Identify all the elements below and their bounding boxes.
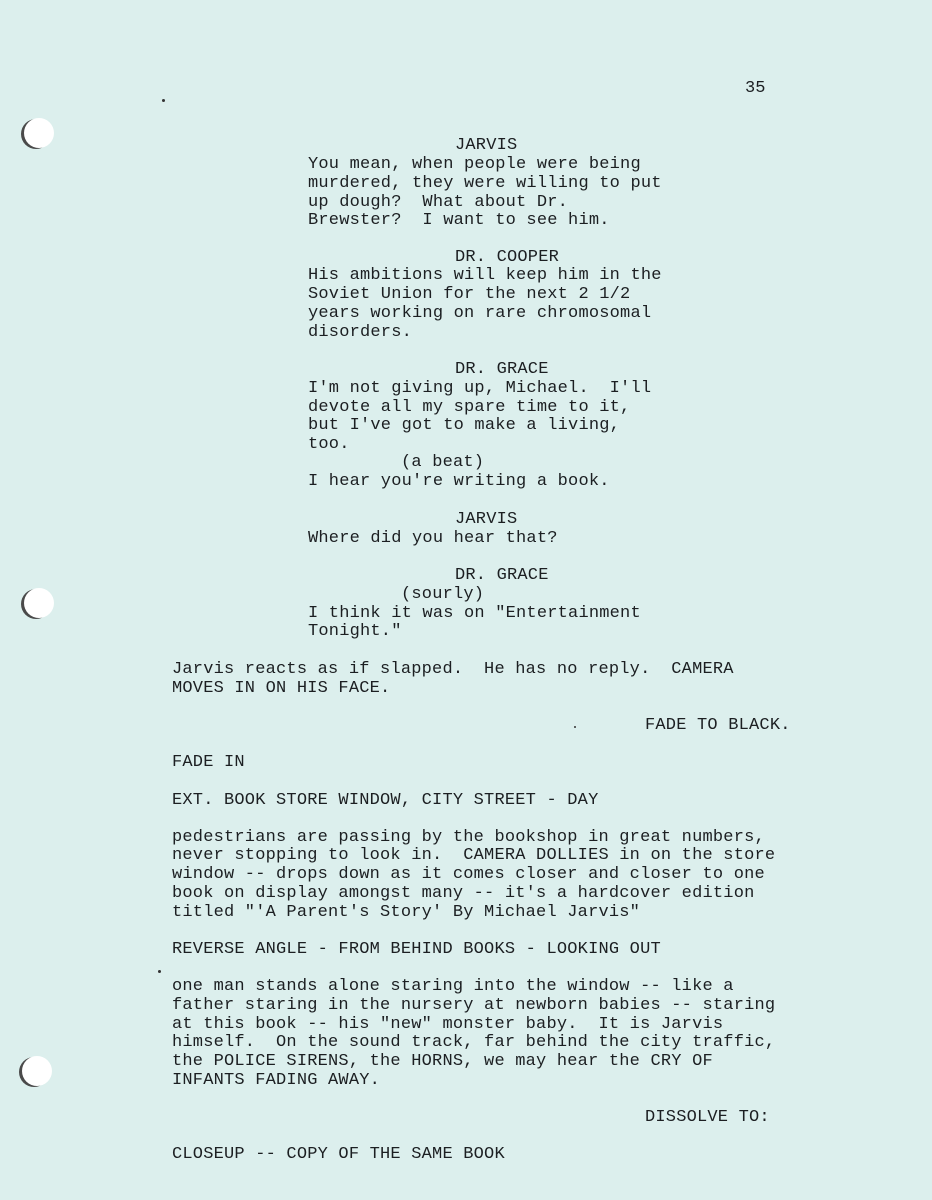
- action-line: at this book -- his "new" monster baby. It is Jarvis: [172, 1015, 724, 1034]
- punch-hole-bottom: [22, 1056, 52, 1086]
- dialogue-line: disorders.: [308, 323, 413, 342]
- dialogue-line: murdered, they were willing to put: [308, 174, 662, 193]
- action-line: himself. On the sound track, far behind the city traffic,: [172, 1033, 776, 1052]
- action-line: the POLICE SIRENS, the HORNS, we may hear the CRY OF: [172, 1052, 713, 1071]
- transition: FADE TO BLACK.: [645, 716, 791, 735]
- parenthetical: (sourly): [401, 585, 485, 604]
- dialogue-line: Where did you hear that?: [308, 529, 558, 548]
- character-name: JARVIS: [455, 136, 518, 155]
- dialogue-line: I'm not giving up, Michael. I'll: [308, 379, 652, 398]
- dialogue-line: I think it was on "Entertainment: [308, 604, 641, 623]
- action-line: book on display amongst many -- it's a hardcover edition: [172, 884, 755, 903]
- dialogue-line: Soviet Union for the next 2 1/2: [308, 285, 631, 304]
- action-line: one man stands alone staring into the window -- like a: [172, 977, 734, 996]
- character-name: DR. GRACE: [455, 360, 549, 379]
- action-line: Jarvis reacts as if slapped. He has no reply. CAMERA: [172, 660, 734, 679]
- dialogue-line: His ambitions will keep him in the: [308, 266, 662, 285]
- action-line: never stopping to look in. CAMERA DOLLIES in on the store: [172, 846, 776, 865]
- scene-heading: REVERSE ANGLE - FROM BEHIND BOOKS - LOOKING OUT: [172, 940, 661, 959]
- ink-speck: [158, 970, 161, 973]
- ink-speck: [162, 99, 165, 102]
- dialogue-line: Tonight.": [308, 622, 402, 641]
- action-line: father staring in the nursery at newborn babies -- staring: [172, 996, 776, 1015]
- ink-speck: [574, 726, 576, 728]
- dialogue-line: Brewster? I want to see him.: [308, 211, 610, 230]
- character-name: DR. COOPER: [455, 248, 560, 267]
- parenthetical: (a beat): [401, 453, 485, 472]
- dialogue-line: I hear you're writing a book.: [308, 472, 610, 491]
- scene-heading: EXT. BOOK STORE WINDOW, CITY STREET - DAY: [172, 791, 599, 810]
- dialogue-line: years working on rare chromosomal: [308, 304, 652, 323]
- scene-heading: CLOSEUP -- COPY OF THE SAME BOOK: [172, 1145, 505, 1164]
- action-line: INFANTS FADING AWAY.: [172, 1071, 381, 1090]
- fade-in: FADE IN: [172, 753, 245, 772]
- action-line: pedestrians are passing by the bookshop in great numbers,: [172, 828, 765, 847]
- punch-hole-middle: [24, 588, 54, 618]
- action-line: MOVES IN ON HIS FACE.: [172, 679, 391, 698]
- character-name: JARVIS: [455, 510, 518, 529]
- dialogue-line: You mean, when people were being: [308, 155, 641, 174]
- action-line: titled "'A Parent's Story' By Michael Jarvis": [172, 903, 641, 922]
- character-name: DR. GRACE: [455, 566, 549, 585]
- dialogue-line: up dough? What about Dr.: [308, 193, 569, 212]
- page-number: 35: [745, 79, 766, 98]
- punch-hole-top: [24, 118, 54, 148]
- dialogue-line: but I've got to make a living,: [308, 416, 621, 435]
- dialogue-line: devote all my spare time to it,: [308, 398, 631, 417]
- action-line: window -- drops down as it comes closer and closer to one: [172, 865, 765, 884]
- transition: DISSOLVE TO:: [645, 1108, 770, 1127]
- dialogue-line: too.: [308, 435, 350, 454]
